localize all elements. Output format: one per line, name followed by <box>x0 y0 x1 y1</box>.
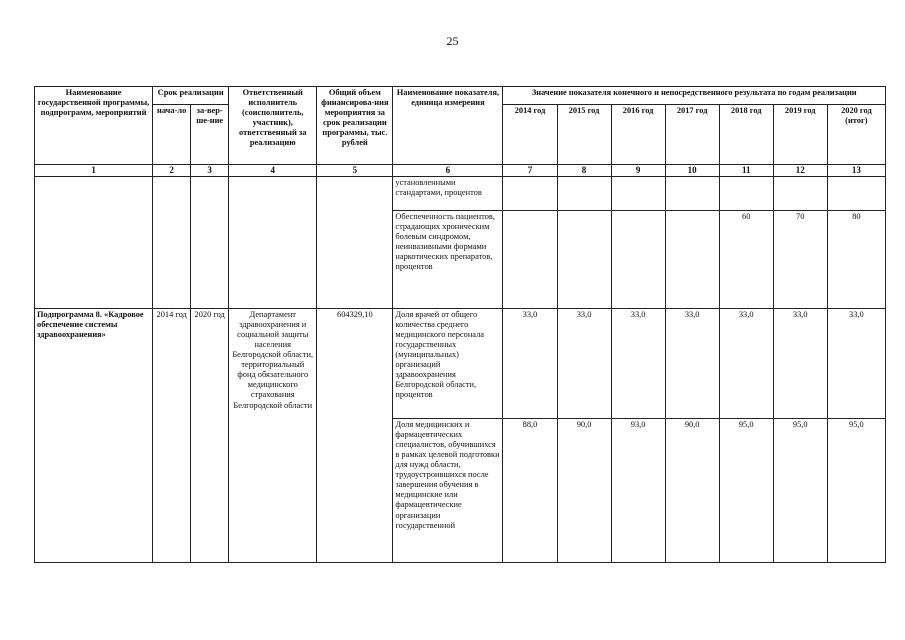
start-cell: 2014 год <box>153 308 191 562</box>
value-cell <box>611 176 665 210</box>
value-cell: 88,0 <box>503 418 557 562</box>
indicator-cell: Доля медицинских и фармацевтических специалистов, обучившихся в рамках целевой подготовки для нужд области, трудоустроившихся после завершения обучения в медицинские или фармацевтические организации государственной <box>393 418 503 562</box>
value-cell: 33,0 <box>611 308 665 418</box>
table-row <box>35 308 886 418</box>
subprogram-title: Подпрограмма 8. «Кадровое обеспечение системы здравоохранения» <box>35 308 153 562</box>
value-cell: 95,0 <box>719 418 773 562</box>
indicator-cell: Доля врачей от общего количества среднего медицинского персонала государственных (муниципальных) организаций здравоохранения Белгородской области, процентов <box>393 308 503 418</box>
header-term-start: нача-ло <box>153 105 191 165</box>
value-cell: 60 <box>719 210 773 308</box>
value-cell: 33,0 <box>773 308 827 418</box>
column-number: 10 <box>665 165 719 177</box>
header-year: 2014 год <box>503 105 557 165</box>
value-cell: 93,0 <box>611 418 665 562</box>
funding-cell-empty <box>317 176 393 308</box>
header-program: Наименование государственной программы, подпрограмм, мероприятий <box>35 87 153 165</box>
column-number: 3 <box>191 165 229 177</box>
value-cell <box>773 176 827 210</box>
column-number: 6 <box>393 165 503 177</box>
value-cell: 80 <box>827 210 885 308</box>
value-cell: 90,0 <box>557 418 611 562</box>
value-cell <box>557 210 611 308</box>
value-cell: 33,0 <box>827 308 885 418</box>
header-year: 2015 год <box>557 105 611 165</box>
value-cell: 95,0 <box>827 418 885 562</box>
value-cell: 33,0 <box>665 308 719 418</box>
header-year: 2019 год <box>773 105 827 165</box>
value-cell: 95,0 <box>773 418 827 562</box>
column-number: 1 <box>35 165 153 177</box>
funding-cell: 604329,10 <box>317 308 393 562</box>
column-number: 5 <box>317 165 393 177</box>
indicator-cell: установленными стандартами, процентов <box>393 176 503 210</box>
column-number: 12 <box>773 165 827 177</box>
header-values: Значение показателя конечного и непосредственного результата по годам реализации <box>503 87 886 105</box>
column-number: 4 <box>229 165 317 177</box>
value-cell <box>611 210 665 308</box>
value-cell <box>665 176 719 210</box>
end-cell: 2020 год <box>191 308 229 562</box>
value-cell <box>665 210 719 308</box>
indicator-cell: Обеспеченность пациентов, страдающих хроническим болевым синдромом, неинвазивными формами наркотических препаратов, процентов <box>393 210 503 308</box>
column-number: 13 <box>827 165 885 177</box>
header-year: 2020 год (итог) <box>827 105 885 165</box>
value-cell: 33,0 <box>503 308 557 418</box>
header-indicator: Наименование показателя, единица измерения <box>393 87 503 165</box>
header-year: 2018 год <box>719 105 773 165</box>
header-year: 2016 год <box>611 105 665 165</box>
column-number: 9 <box>611 165 665 177</box>
table-row <box>35 176 886 210</box>
program-cell-empty <box>35 176 153 308</box>
value-cell: 33,0 <box>557 308 611 418</box>
column-number: 2 <box>153 165 191 177</box>
value-cell <box>557 176 611 210</box>
header-executor: Ответственный исполнитель (соисполнитель, участник), ответственный за реализацию <box>229 87 317 165</box>
value-cell <box>827 176 885 210</box>
value-cell: 33,0 <box>719 308 773 418</box>
column-number: 7 <box>503 165 557 177</box>
executor-cell-empty <box>229 176 317 308</box>
column-number: 8 <box>557 165 611 177</box>
value-cell: 70 <box>773 210 827 308</box>
value-cell <box>719 176 773 210</box>
results-table <box>34 86 886 563</box>
page-number: 25 <box>446 34 459 48</box>
header-term-end: за-вер-ше-ние <box>191 105 229 165</box>
value-cell <box>503 210 557 308</box>
column-number: 11 <box>719 165 773 177</box>
value-cell: 90,0 <box>665 418 719 562</box>
end-cell-empty <box>191 176 229 308</box>
executor-cell: Департамент здравоохранения и социальной защиты населения Белгородской области, территориальный фонд обязательного медицинского страхования Белгородской области <box>229 308 317 562</box>
start-cell-empty <box>153 176 191 308</box>
header-funding: Общий объем финансирова-ния мероприятия за срок реализации программы, тыс. рублей <box>317 87 393 165</box>
header-year: 2017 год <box>665 105 719 165</box>
header-term: Срок реализации <box>153 87 229 105</box>
value-cell <box>503 176 557 210</box>
